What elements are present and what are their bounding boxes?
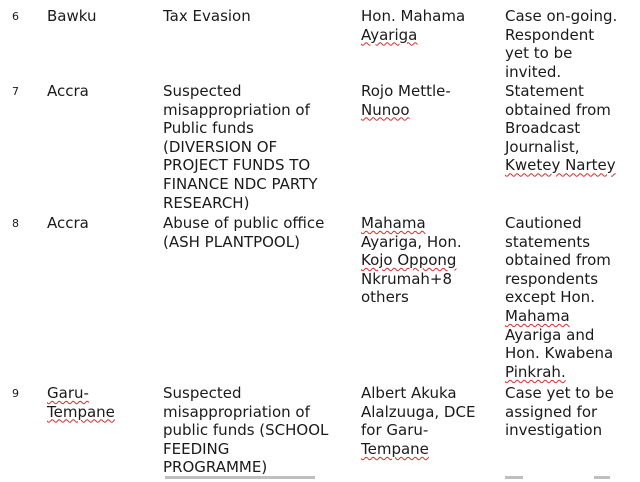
offence-line: Public funds	[163, 119, 254, 138]
status-line: invited.	[505, 62, 562, 81]
location-cell	[47, 82, 147, 101]
respondent-cell	[361, 7, 501, 44]
offence-line: Tax Evasion	[163, 7, 251, 25]
status-line: Case on-going.	[505, 7, 618, 25]
status-line: obtained from	[505, 251, 611, 270]
respondent-cell	[361, 82, 501, 119]
offence-line: RESEARCH)	[163, 193, 250, 212]
row-number: 6	[12, 10, 19, 23]
respondent-cell	[361, 214, 501, 307]
status-cell	[505, 214, 637, 381]
row-number: 7	[12, 85, 19, 98]
cropped-next-row	[0, 476, 640, 482]
offence-cell	[163, 82, 348, 212]
status-line: statements	[505, 232, 591, 251]
offence-line: (ASH PLANTPOOL)	[163, 232, 300, 251]
offence-line: Suspected	[163, 82, 242, 100]
location-line: Accra	[47, 82, 89, 100]
status-line: Cautioned	[505, 214, 582, 232]
offence-line: FINANCE NDC PARTY	[163, 174, 318, 193]
status-line: Case yet to be	[505, 384, 614, 402]
respondent-line: Tempane	[361, 439, 429, 458]
status-line: Pinkrah.	[505, 362, 566, 381]
respondent-line: Nunoo	[361, 100, 410, 119]
status-line: investigation	[505, 421, 603, 440]
location-line: Tempane	[47, 402, 115, 421]
status-line: obtained from	[505, 100, 611, 119]
respondent-line: Ayariga	[361, 25, 418, 44]
offence-line: Abuse of public office	[163, 214, 325, 232]
respondent-line: Alalzuuga, DCE	[361, 402, 476, 421]
status-line: Broadcast	[505, 119, 581, 138]
offence-line: public funds (SCHOOL	[163, 421, 329, 440]
respondent-line: Rojo Mettle-	[361, 82, 451, 100]
offence-cell	[163, 7, 348, 26]
respondent-line: Ayariga, Hon.	[361, 232, 462, 251]
offence-line: misappropriation of	[163, 100, 310, 119]
offence-line: (DIVERSION OF	[163, 137, 278, 156]
offence-line: Suspected	[163, 384, 242, 402]
offence-line: misappropriation of	[163, 402, 310, 421]
respondent-cell	[361, 384, 501, 458]
status-line: Ayariga and	[505, 325, 595, 344]
respondent-line: for Garu-	[361, 421, 429, 440]
offence-line: FEEDING	[163, 439, 230, 458]
status-line: Journalist,	[505, 137, 580, 156]
status-cell	[505, 7, 637, 81]
location-line: Accra	[47, 214, 89, 232]
status-line: respondents	[505, 269, 599, 288]
offence-cell	[163, 214, 348, 251]
location-cell	[47, 7, 147, 26]
offence-cell	[163, 384, 348, 477]
offence-line: PROGRAMME)	[163, 458, 268, 477]
respondent-line: Albert Akuka	[361, 384, 457, 402]
status-line: assigned for	[505, 402, 598, 421]
location-line: Bawku	[47, 7, 97, 25]
respondent-line: others	[361, 288, 409, 307]
offence-line: PROJECT FUNDS TO	[163, 156, 311, 175]
status-line: Hon. Kwabena	[505, 344, 614, 363]
row-number: 9	[12, 387, 19, 400]
location-line: Garu-	[47, 384, 89, 402]
status-line: Mahama	[505, 306, 570, 325]
status-line: Kwetey Nartey	[505, 156, 616, 175]
respondent-line: Mahama	[361, 214, 426, 232]
status-cell	[505, 384, 637, 440]
status-line: Respondent	[505, 25, 595, 44]
status-line: Statement	[505, 82, 584, 100]
respondent-line: Nkrumah+8	[361, 269, 453, 288]
status-line: yet to be	[505, 44, 573, 63]
status-line: except Hon.	[505, 288, 595, 307]
row-number: 8	[12, 217, 19, 230]
location-cell	[47, 384, 147, 421]
respondent-line: Kojo Oppong	[361, 251, 457, 270]
respondent-line: Hon. Mahama	[361, 7, 466, 25]
status-cell	[505, 82, 637, 175]
location-cell	[47, 214, 147, 233]
